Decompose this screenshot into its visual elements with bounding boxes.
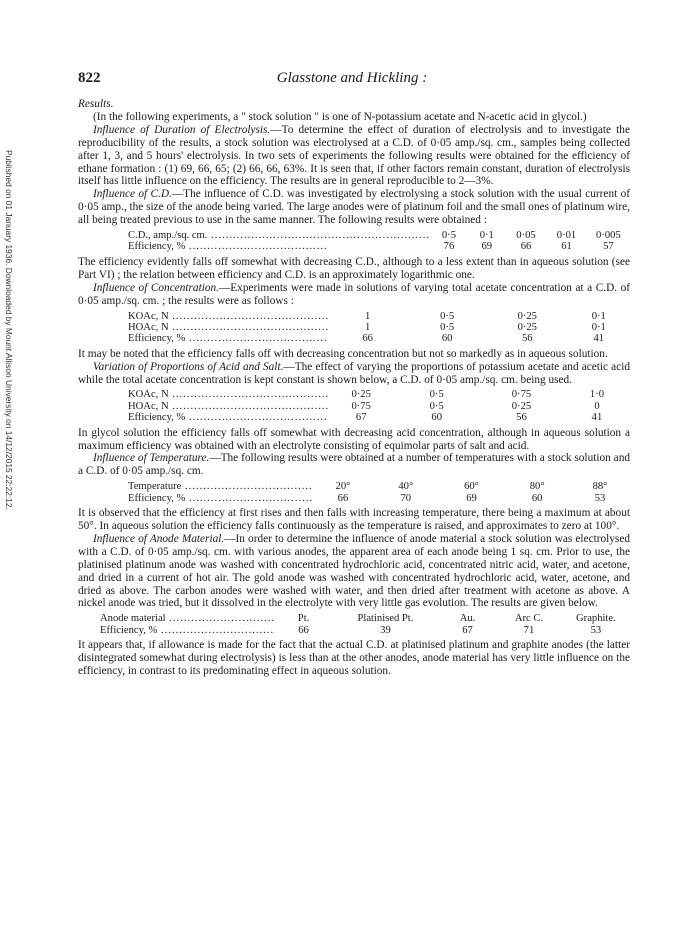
paragraph-current-density <box>78 188 630 227</box>
table-row <box>128 481 630 492</box>
row-label: KOAc, N ..... <box>128 311 328 322</box>
table-cell: 71 <box>523 624 535 636</box>
paragraph-stock-solution: (In the following experiments, a " stock solution " is one of N-potassium acetate and N-acetic acid in glycol.) <box>93 110 587 123</box>
table-cell: 1 <box>364 310 371 322</box>
table-row <box>128 389 630 400</box>
table-cell: 0·5 <box>429 400 444 412</box>
row-label: Efficiency, % ..... <box>128 241 430 252</box>
paragraph-duration <box>78 124 630 189</box>
row-label: C.D., amp./sq. cm. ..... <box>128 230 430 241</box>
paragraph-concentration <box>78 282 630 308</box>
table-cell: 67 <box>355 412 367 424</box>
page-number: 822 <box>78 70 101 86</box>
row-label: Efficiency, % ..... <box>128 333 328 344</box>
row-label: Efficiency, % ..... <box>100 625 275 636</box>
table-row <box>128 230 630 241</box>
download-stamp-text: Published on 01 January 1936. Downloaded by Mount Allison University on 14/12/2015 22:22:12. <box>4 150 14 510</box>
table-cell: 57 <box>603 241 614 253</box>
table-row <box>128 241 630 252</box>
section-heading-anode-material: Influence of Anode Material. <box>93 532 225 545</box>
table-cell: Arc C. <box>514 613 544 625</box>
table-row <box>128 401 630 412</box>
download-stamp <box>2 150 16 590</box>
table-cell: 53 <box>590 624 602 636</box>
row-label: Efficiency, % ..... <box>128 412 328 423</box>
section-heading-current-density: Influence of C.D. <box>93 188 172 201</box>
paragraph-temperature <box>78 452 630 478</box>
section-heading-temperature: Influence of Temperature. <box>93 452 210 465</box>
table-cell: 0·5 <box>441 230 456 242</box>
row-label: Temperature ..... <box>128 481 313 492</box>
table-cell: 0·5 <box>440 321 455 333</box>
table-row <box>100 625 630 636</box>
row-label: HOAc, N ..... <box>128 322 328 333</box>
table-cell: 66 <box>337 492 349 504</box>
table-cell: 69 <box>466 492 477 504</box>
table-cell: 56 <box>521 333 533 345</box>
paragraph-proportions <box>78 361 630 387</box>
section-heading-concentration: Influence of Concentration. <box>93 281 219 294</box>
table-cell: 66 <box>298 624 309 636</box>
table-cell: 1·0 <box>589 389 605 401</box>
table-cell: 41 <box>593 333 605 345</box>
table-cell: 66 <box>362 333 373 345</box>
table-cell: 0·25 <box>517 321 537 333</box>
paragraph-cd-result: The efficiency evidently falls off somewhat with decreasing C.D., although to a less extent than in aqueous solution (see Part VI) ; the relation between efficiency and C.D. is an approximately logarithmic one. <box>78 255 630 281</box>
table-cell: 0·75 <box>511 389 532 401</box>
article-body <box>78 98 630 678</box>
table-cell: 0·1 <box>479 230 494 242</box>
table-cell: 39 <box>380 624 391 636</box>
table-cell: 0·01 <box>556 230 577 242</box>
paragraph-temperature-text: —The following results were obtained at a number of temperatures with a stock solution and a C.D. of 0·05 amp./sq. cm. <box>78 452 630 478</box>
table-cell: 0·5 <box>440 310 455 322</box>
page-header <box>78 70 626 90</box>
table-cell: 76 <box>443 241 455 253</box>
paragraph-anode-material-text: —In order to determine the influence of anode material a stock solution was electrolysed with a C.D. of 0·05 amp./sq. cm. with various anodes, the apparent area of each anode being 1 sq. cm. Prior to use, the platinised platinum anode was washed with concentrated hydrochloric acid, concentrated nitric acid, water, and acetone, and dried in a current of hot air. The gold anode was washed with concentrated hydrochloric acid, water, acetone, and dried as above. The carbon anodes were washed with water, and then dried after treatment with acetone as above. A nickel anode was tried, but it dissolved in the electrolyte with very little gas evolution. The results are given below. <box>78 532 630 610</box>
section-heading-proportions: Variation of Proportions of Acid and Salt. <box>93 360 284 373</box>
paragraph-anode-conclusion: It appears that, if allowance is made for the fact that the actual C.D. at platinised platinum and graphite anodes (the latter disintegrated somewhat during electrolysis) is less than at the other anodes, anode material has very little influence on the efficiency, in contrast to its predominating effect in aqueous solution. <box>78 639 630 677</box>
table-cell: 66 <box>520 241 532 253</box>
table-cell: 0·005 <box>596 230 621 242</box>
table-cell: Pt. <box>297 613 310 625</box>
table-temperature <box>128 481 630 504</box>
table-cell: 0·05 <box>516 230 536 242</box>
results-heading: Results. <box>78 98 114 110</box>
table-current-density <box>128 230 630 253</box>
row-label: KOAc, N ..... <box>128 389 328 400</box>
table-cell: 41 <box>591 412 603 424</box>
paragraph-concentration-note: It may be noted that the efficiency falls off with decreasing concentration but not so markedly as in aqueous solution. <box>78 347 608 360</box>
table-cell: 53 <box>594 492 606 504</box>
table-cell: 80° <box>529 481 545 493</box>
row-label: Efficiency, % ..... <box>128 493 313 504</box>
running-title: Glasstone and Hickling : <box>276 70 428 86</box>
table-cell: 0·1 <box>591 310 606 322</box>
row-label: HOAc, N ..... <box>128 401 328 412</box>
table-cell: 88° <box>592 481 608 493</box>
table-proportions <box>128 389 630 423</box>
row-label: Anode material ..... <box>100 613 275 624</box>
table-cell: 67 <box>462 624 473 636</box>
paragraph-duration-text: —To determine the effect of duration of electrolysis and to investigate the reproducibility of the results, a stock solution was electrolysed at a C.D. of 0·05 amp./sq. cm., samples being collected after 1, 3, and 5 hours' electrolysis. In two sets of experiments the following results were obtained for the efficiency of ethane formation : (1) 69, 66, 65; (2) 66, 66, 63%. It is seen that, if other factors remain constant, duration of electrolysis itself has little influence on the efficiency. The results are in general reproducible to 2—3%. <box>78 123 630 188</box>
table-cell: 0 <box>594 400 600 412</box>
table-cell: 0·25 <box>517 310 537 322</box>
section-heading-duration: Influence of Duration of Electrolysis. <box>93 123 271 136</box>
table-cell: 0·25 <box>511 400 532 412</box>
paragraph-concentration-text: —Experiments were made in solutions of varying total acetate concentration at a C.D. of 0·05 amp./sq. cm. ; the results were as follows : <box>78 281 630 307</box>
paragraph-current-density-text: —The influence of C.D. was investigated by electrolysing a stock solution with the usual current of 0·05 amp., the size of the anode being varied. The large anodes were of platinum foil and the small ones of platinum wire, all being treated previous to use in the same manner. The following results were obtained : <box>78 188 631 227</box>
paragraph-anode-material <box>78 533 630 610</box>
table-cell: 56 <box>516 412 527 424</box>
table-cell: 40° <box>398 481 414 493</box>
table-concentration <box>128 311 630 345</box>
table-row <box>128 412 630 423</box>
table-row <box>128 322 630 333</box>
table-row <box>128 311 630 322</box>
table-cell: 20° <box>335 481 351 493</box>
table-cell: Graphite. <box>576 613 616 625</box>
table-cell: 1 <box>364 321 371 333</box>
table-cell: 60 <box>441 333 453 345</box>
table-cell: 0·1 <box>591 321 606 333</box>
paragraph-glycol-note: In glycol solution the efficiency falls off somewhat with decreasing acid concentration, although in aqueous solution a maximum efficiency was obtained with an electrolyte consisting of equimolar parts of salt and acid. <box>78 426 630 452</box>
table-cell: 61 <box>561 241 572 253</box>
table-cell: 60 <box>431 412 442 424</box>
table-cell: 69 <box>481 241 493 253</box>
table-cell: 60° <box>464 481 479 493</box>
paragraph-temperature-result: It is observed that the efficiency at first rises and then falls with increasing temperature, there being a maximum at about 50°. In aqueous solution the efficiency falls continuously as the temperature is raised, and approximates to zero at 100°. <box>78 507 630 532</box>
table-cell: 0·75 <box>351 400 371 412</box>
table-cell: 70 <box>400 492 412 504</box>
table-row <box>128 333 630 344</box>
table-row <box>128 493 630 504</box>
table-cell: 0·25 <box>351 389 371 401</box>
table-cell: 0·5 <box>429 389 444 401</box>
table-cell: Au. <box>459 613 476 625</box>
table-cell: 60 <box>531 492 543 504</box>
paragraph-proportions-text: —The effect of varying the proportions of potassium acetate and acetic acid while the total acetate concentration is kept constant is shown below, a C.D. of 0·05 amp./sq. cm. being used. <box>78 360 630 386</box>
table-anode-material <box>100 613 630 636</box>
table-row <box>100 613 630 624</box>
table-cell: Platinised Pt. <box>357 613 414 625</box>
